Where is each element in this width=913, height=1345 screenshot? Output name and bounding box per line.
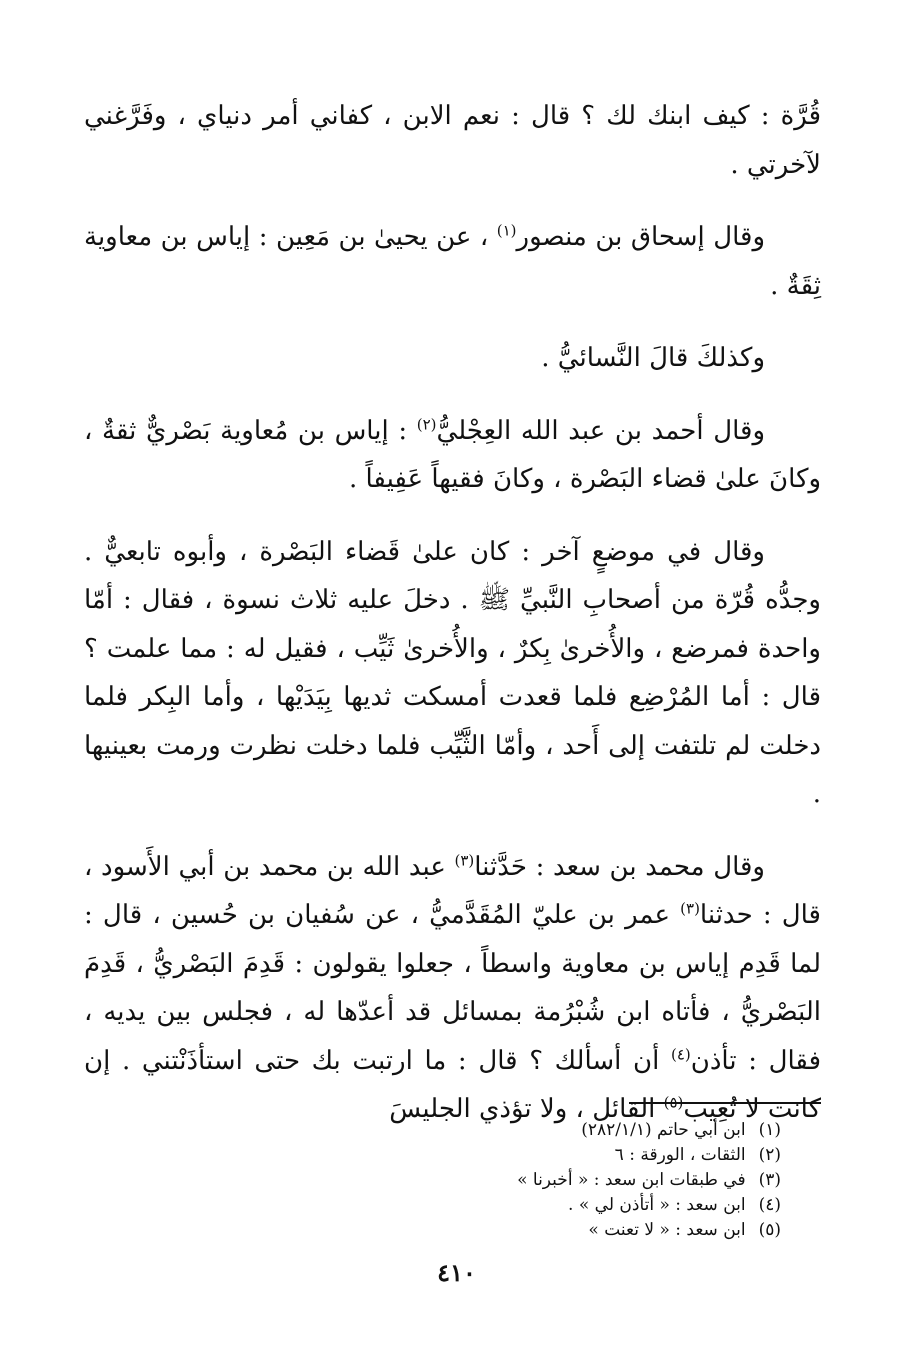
paragraph <box>84 843 821 1134</box>
footnote-reference: (٤) <box>670 1044 691 1063</box>
paragraph <box>84 407 821 504</box>
footnote-number: (٤) <box>758 1195 781 1215</box>
paragraph-text: قُرَّة : كيف ابنك لك ؟ قال : نعم الابن ، كفاني أمر دنياي ، وفَرَّغني لآخرتي . <box>84 101 821 180</box>
footnote <box>84 1193 781 1218</box>
paragraph-text: أن أسألك ؟ قال : ما ارتبت بك حتى استأذَنْتني . إن كانت لا تُعِيب <box>84 1045 821 1124</box>
paragraph <box>84 334 821 383</box>
footnote-number: (٢) <box>758 1145 781 1165</box>
footnote-number: (١) <box>758 1120 781 1140</box>
page-number: ٤١٠ <box>437 1258 476 1287</box>
paragraph-text: وقال إسحاق بن منصور <box>516 222 765 252</box>
paragraph-text: وقال محمد بن سعد : حَدَّثنا <box>474 851 765 882</box>
footnote-reference: (٥) <box>663 1093 684 1112</box>
footnote <box>84 1168 781 1193</box>
paragraph-text: وقال في موضعٍ آخر : كان علىٰ قَضاء البَصْرة ، وأبوه تابعيٌّ . وجدُّه قُرّة من أصحابِ النَّبيِّ ﷺ . دخلَ عليه ثلاث نسوة ، فقال : أمّا واحدة فمرضع ، والأُخرىٰ بِكرٌ ، والأُخرىٰ ثَيِّب ، فقيل له : مما علمت ؟ قال : أما المُرْضِع فلما قعدت أمسكت ثديها بِيَدَيْها ، وأما البِكر فلما دخلت لم تلتفت إلى أَحد ، وأمّا الثَّيِّب فلما دخلت نظرت ورمت بعينيها . <box>84 536 821 809</box>
footnote-text: في طبقات ابن سعد : « أخبرنا » <box>517 1170 746 1190</box>
footnotes <box>84 1118 781 1243</box>
footnote <box>84 1218 781 1243</box>
footnote-text: ابن سعد : « لا تعنت » <box>588 1220 746 1240</box>
footnote-reference: (١) <box>496 221 517 240</box>
footnote-text: ابن أبي حاتم (٢٨٢/١/١) <box>581 1120 746 1140</box>
body-text <box>84 92 821 1134</box>
paragraph <box>84 213 821 310</box>
footnote-reference: (٣) <box>454 850 475 869</box>
paragraph-text: ، عن يحيىٰ بن مَعِين : إياس بن معاوية ثِقَةٌ . <box>84 222 821 301</box>
footnote-number: (٣) <box>758 1170 781 1190</box>
paragraph-text: وكذلكَ قالَ النَّسائيُّ . <box>541 343 765 373</box>
paragraph-text: : إياس بن مُعاوية بَصْريٌّ ثقةٌ ، وكانَ علىٰ قضاء البَصْرة ، وكانَ فقيهاً عَفِيفاً . <box>84 415 821 494</box>
paragraph <box>84 528 821 819</box>
footnote-text: ابن سعد : « أتأذن لي » . <box>568 1195 746 1215</box>
footnote <box>84 1143 781 1168</box>
footnote-divider <box>629 1102 821 1104</box>
paragraph <box>84 92 821 189</box>
paragraph-text: القائل ، ولا تؤذي الجليسَ <box>389 1094 664 1124</box>
paragraph-text: عمر بن عليّ المُقَدَّميُّ ، عن سُفيان بن حُسين ، قال : لما قَدِم إياس بن معاوية واسطاً ، جعلوا يقولون : قَدِمَ البَصْريُّ ، قَدِمَ البَصْريُّ ، فأتاه ابن شُبْرُمة بمسائل قد أعدّها له ، فجلس بين يديه ، فقال : تأذن <box>84 900 821 1076</box>
footnote-reference: (٣) <box>680 899 700 918</box>
footnote <box>84 1118 781 1143</box>
paragraph-text: وقال أحمد بن عبد الله العِجْليُّ <box>436 415 765 446</box>
footnote-text: الثقات ، الورقة : ٦ <box>614 1145 746 1165</box>
footnote-number: (٥) <box>758 1220 781 1240</box>
paragraph-text: عبد الله بن محمد بن أبي الأَسود ، قال : حدثنا <box>84 851 821 930</box>
footnote-reference: (٢) <box>416 414 437 433</box>
